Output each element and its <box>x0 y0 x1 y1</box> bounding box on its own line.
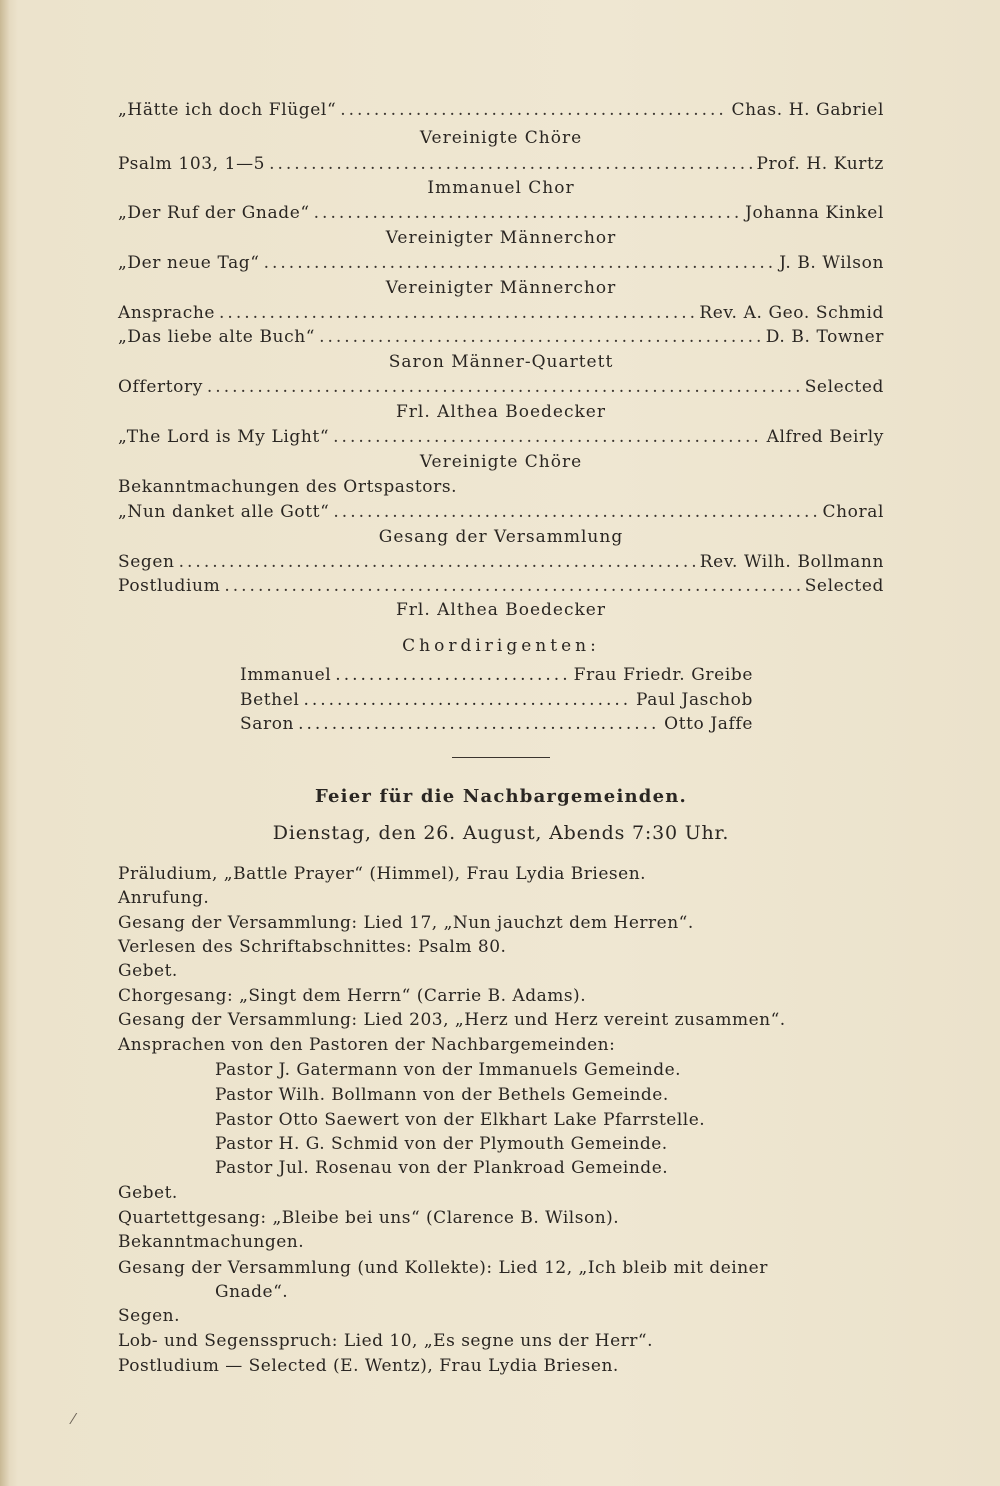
order-line: Gesang der Versammlung: Lied 203, „Herz und Herz vereint zusammen“. <box>118 1010 786 1030</box>
program-item-title: „Das liebe alte Buch“ <box>118 327 316 347</box>
pastor-line: Pastor Wilh. Bollmann von der Bethels Gemeinde. <box>215 1085 669 1105</box>
pastor-line: Pastor J. Gatermann von der Immanuels Gemeinde. <box>215 1060 682 1080</box>
program-item-composer: D. B. Towner <box>765 327 884 347</box>
order-line: Chorgesang: „Singt dem Herrn“ (Carrie B. Adams). <box>118 986 587 1006</box>
program-item-composer: Johanna Kinkel <box>745 203 884 223</box>
program-item-title: „Der neue Tag“ <box>118 253 260 273</box>
director-church: Immanuel <box>240 665 332 685</box>
dot-leader <box>269 154 752 174</box>
order-line: Gesang der Versammlung (und Kollekte): Lied 12, „Ich bleib mit deiner <box>118 1258 768 1278</box>
dot-leader <box>314 203 741 223</box>
program-item <box>118 576 884 596</box>
program-item-title: „Der Ruf der Gnade“ <box>118 203 310 223</box>
order-line: Segen. <box>118 1306 181 1326</box>
directors-title: Chordirigenten: <box>402 636 600 656</box>
dot-leader <box>224 576 800 596</box>
director-church: Saron <box>240 714 295 734</box>
dot-leader <box>264 253 776 273</box>
order-line: Gebet. <box>118 1183 178 1203</box>
program-item-title: „Hätte ich doch Flügel“ <box>118 100 337 120</box>
pastor-line: Pastor Otto Saewert von der Elkhart Lake Pfarrstelle. <box>215 1110 706 1130</box>
program-item-performer: Vereinigte Chöre <box>419 452 583 472</box>
section-heading: Feier für die Nachbargemeinden. <box>315 786 687 807</box>
program-item-composer: Chas. H. Gabriel <box>731 100 884 120</box>
program-item-performer: Vereinigter Männerchor <box>385 278 617 298</box>
dot-leader <box>319 327 762 347</box>
program-item-title: Segen <box>118 552 175 572</box>
dot-leader <box>219 303 695 323</box>
pastor-line: Pastor Jul. Rosenau von der Plankroad Gemeinde. <box>215 1158 669 1178</box>
program-item-composer: J. B. Wilson <box>779 253 884 273</box>
director-row <box>240 714 753 734</box>
director-name: Frau Friedr. Greibe <box>573 665 753 685</box>
pastor-line: Pastor H. G. Schmid von der Plymouth Gemeinde. <box>215 1134 668 1154</box>
program-item-composer: Rev. Wilh. Bollmann <box>699 552 884 572</box>
dot-leader <box>333 427 762 447</box>
director-name: Paul Jaschob <box>635 690 753 710</box>
dot-leader <box>340 100 727 120</box>
program-item <box>118 327 884 347</box>
program-item <box>118 154 884 174</box>
program-item-title: „The Lord is My Light“ <box>118 427 330 447</box>
program-item-performer: Vereinigte Chöre <box>419 128 583 148</box>
dot-leader <box>179 552 696 572</box>
program-item-performer: Saron Männer-Quartett <box>388 352 614 372</box>
page-spine <box>0 0 10 1486</box>
program-item-performer: Immanuel Chor <box>427 178 575 198</box>
program-item <box>118 253 884 273</box>
program-item-performer: Gesang der Versammlung <box>378 527 624 547</box>
program-item-composer: Selected <box>804 377 884 397</box>
director-row <box>240 690 753 710</box>
program-item-composer: Alfred Beirly <box>766 427 884 447</box>
program-item-performer: Vereinigter Männerchor <box>385 228 617 248</box>
order-line: Bekanntmachungen. <box>118 1232 305 1252</box>
order-line: Ansprachen von den Pastoren der Nachbargemeinden: <box>118 1035 616 1055</box>
program-item-title: Ansprache <box>118 303 216 323</box>
pencil-mark: ⁄ <box>72 1410 75 1428</box>
order-line: Quartettgesang: „Bleibe bei uns“ (Clarence B. Wilson). <box>118 1208 620 1228</box>
dot-leader <box>207 377 801 397</box>
program-item <box>118 203 884 223</box>
program-item-performer: Frl. Althea Boedecker <box>395 402 606 422</box>
program-item-composer: Selected <box>804 576 884 596</box>
program-item <box>118 100 884 120</box>
program-item-performer: Frl. Althea Boedecker <box>395 600 606 620</box>
order-line-continuation: Gnade“. <box>215 1282 289 1302</box>
order-line: Postludium — Selected (E. Wentz), Frau Lydia Briesen. <box>118 1356 619 1376</box>
order-line: Verlesen des Schriftabschnittes: Psalm 80. <box>118 937 507 957</box>
program-item-title: Offertory <box>118 377 203 397</box>
program-item <box>118 303 884 323</box>
program-item-title: „Nun danket alle Gott“ <box>118 502 330 522</box>
dot-leader <box>335 665 569 685</box>
order-line: Anrufung. <box>118 888 210 908</box>
program-item <box>118 552 884 572</box>
order-line: Präludium, „Battle Prayer“ (Himmel), Frau Lydia Briesen. <box>118 864 647 884</box>
order-line: Gesang der Versammlung: Lied 17, „Nun jauchzt dem Herren“. <box>118 913 694 933</box>
dot-leader <box>298 714 660 734</box>
dot-leader <box>333 502 818 522</box>
order-line: Gebet. <box>118 961 178 981</box>
program-item-composer: Prof. H. Kurtz <box>756 154 884 174</box>
dot-leader <box>303 690 632 710</box>
program-item-title: Psalm 103, 1—5 <box>118 154 266 174</box>
director-name: Otto Jaffe <box>664 714 753 734</box>
director-church: Bethel <box>240 690 300 710</box>
section-divider <box>452 757 550 758</box>
event-date: Dienstag, den 26. August, Abends 7:30 Uhr. <box>272 822 730 844</box>
director-row <box>240 665 753 685</box>
program-item <box>118 477 884 497</box>
program-item-title: Postludium <box>118 576 221 596</box>
program-item <box>118 377 884 397</box>
program-item-title: Bekanntmachungen des Ortspastors. <box>118 477 458 497</box>
program-item <box>118 502 884 522</box>
program-item-composer: Choral <box>822 502 884 522</box>
order-line: Lob- und Segensspruch: Lied 10, „Es segne uns der Herr“. <box>118 1331 654 1351</box>
program-item <box>118 427 884 447</box>
program-item-composer: Rev. A. Geo. Schmid <box>699 303 884 323</box>
